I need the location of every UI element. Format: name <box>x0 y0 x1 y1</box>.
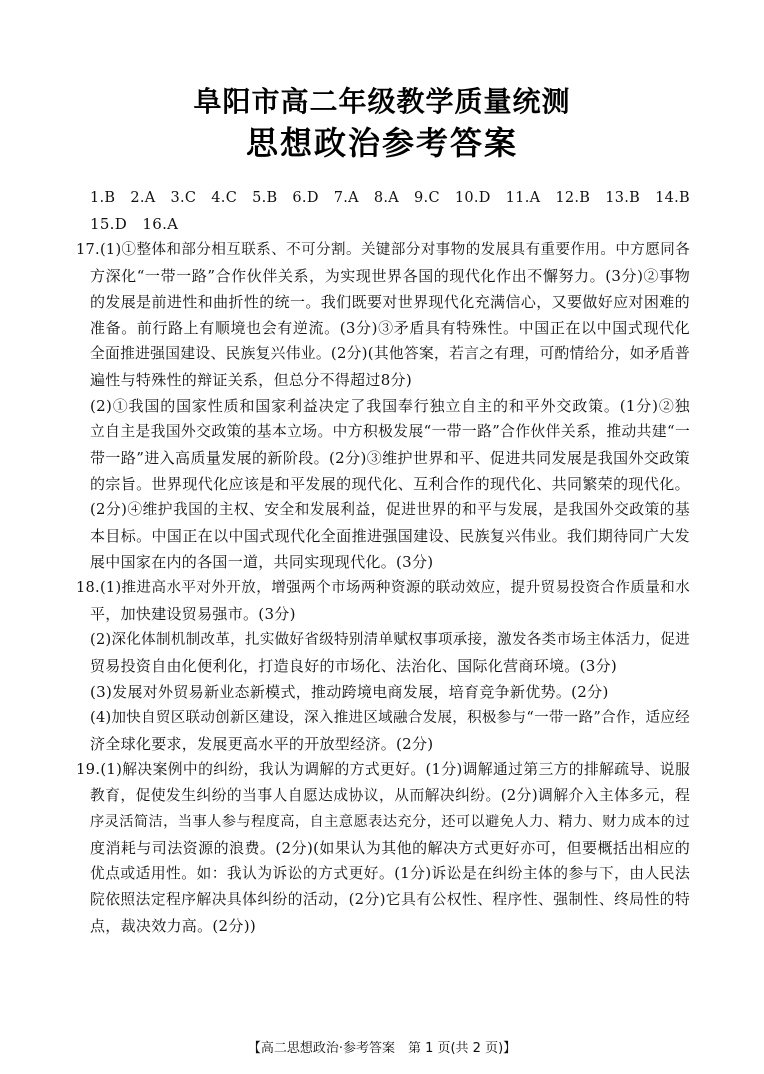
text-line: 教育，促使发生纠纷的当事人自愿达成协议，从而解决纠纷。(2分)调解介入主体多元，程 <box>90 787 690 804</box>
page-title: 阜阳市高二年级教学质量统测 <box>193 85 571 118</box>
text-line: 平，加快建设贸易强市。(3分) <box>90 605 296 623</box>
text-line: 本目标。中国正在以中国式现代化全面推进强国建设、民族复兴伟业。我们期待同广大发 <box>90 527 690 545</box>
text-line: 院依照法定程序解决具体纠纷的活动，(2分)它具有公权性、程序性、强制性、终局性的特 <box>90 891 690 908</box>
text-line: (2)深化体制机制改革，扎实做好省级特别清单赋权事项承接，激发各类市场主体活力，促进 <box>90 632 690 648</box>
text-line: 1.B 2.A 3.C 4.C 5.B 6.D 7.A 8.A 9.C 10.D 11.A 12.B 13.B 14.B <box>90 190 690 206</box>
text-line: 度消耗与司法资源的浪费。(2分)(如果认为其他的解决方式更好亦可，但要概括出相应的 <box>90 839 690 857</box>
text-line: 准备。前行路上有顺境也会有逆流。(3分)③矛盾具有特殊性。中国正在以中国式现代化 <box>90 319 690 337</box>
text-line: 15.D 16.A <box>90 215 179 233</box>
text-line: 展中国家在内的各国一道，共同实现现代化。(3分) <box>90 553 434 571</box>
text-line: 序灵活简洁，当事人参与程度高，自主意愿表达充分，还可以避免人力、精力、财力成本的过 <box>90 814 690 830</box>
text-line: 贸易投资自由化便利化，打造良好的市场化、法治化、国际化营商环境。(3分) <box>90 657 618 675</box>
page-subtitle: 思想政治参考答案 <box>245 124 518 162</box>
text-line: 立自主是我国外交政策的基本立场。中方积极发展“一带一路”合作伙伴关系，推动共建“一 <box>90 423 690 440</box>
text-line: 全面推进强国建设、民族复兴伟业。(2分)(其他答案，若言之有理，可酌情给分，如矛盾普 <box>90 345 690 362</box>
text-line: 19.(1)解决案例中的纠纷，我认为调解的方式更好。(1分)调解通过第三方的排解疏导、说服 <box>76 761 690 778</box>
text-line: 带一路”进入高质量发展的新阶段。(2分)③维护世界和平、促进共同发展是我国外交政策 <box>90 449 690 467</box>
text-line: 遍性与特殊性的辩证关系，但总分不得超过8分) <box>90 371 412 389</box>
text-line: 17.(1)①整体和部分相互联系、不可分割。关键部分对事物的发展具有重要作用。中方愿同各 <box>76 242 690 258</box>
text-line: 优点或适用性。如：我认为诉讼的方式更好。(1分)诉讼是在纠纷主体的参与下，由人民法 <box>90 865 690 882</box>
text-line: 的宗旨。世界现代化应该是和平发展的现代化、互利合作的现代化、共同繁荣的现代化。 <box>90 475 690 493</box>
text-line: 点，裁决效力高。(2分)) <box>90 917 257 935</box>
text-line: (2分)④维护我国的主权、安全和发展利益，促进世界的和平与发展，是我国外交政策的基 <box>90 501 690 518</box>
text-line: 18.(1)推进高水平对外开放，增强两个市场两种资源的联动效应，提升贸易投资合作质量和水 <box>76 580 690 596</box>
text-line: (3)发展对外贸易新业态新模式，推动跨境电商发展，培育竞争新优势。(2分) <box>90 683 609 701</box>
text-line: 济全球化要求，发展更高水平的开放型经济。(2分) <box>90 735 434 753</box>
text-line: (2)①我国的国家性质和国家利益决定了我国奉行独立自主的和平外交政策。(1分)②独 <box>90 397 690 415</box>
page-footer: 【高二思想政治·参考答案 第 1 页(共 2 页)】 <box>247 1041 517 1056</box>
text-line: 的发展是前进性和曲折性的统一。我们既要对世界现代化充满信心，又要做好应对困难的 <box>90 293 690 311</box>
text-line: 方深化“一带一路”合作伙伴关系，为实现世界各国的现代化作出不懈努力。(3分)②事物 <box>90 267 690 285</box>
text-line: (4)加快自贸区联动创新区建设，深入推进区域融合发展，积极参与“一带一路”合作，适应经 <box>90 710 690 726</box>
